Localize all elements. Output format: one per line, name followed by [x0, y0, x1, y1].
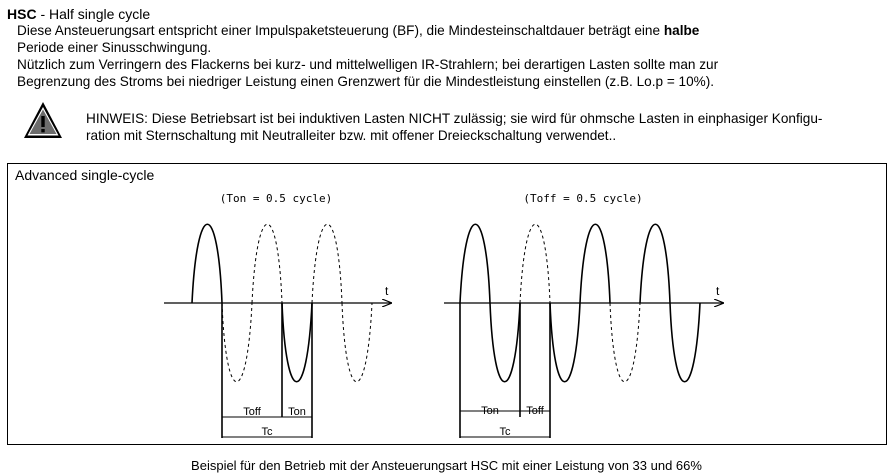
warning-line-2: ration mit Sternschaltung mit Neutralleiter bzw. mit offener Dreieckschaltung verwendet.. [86, 128, 617, 143]
left-diagram [164, 192, 392, 438]
right-axis-t-label: t [716, 284, 720, 298]
heading-separator: - [36, 6, 50, 22]
right-diagram [444, 192, 724, 438]
left-wave-pos-1 [192, 224, 222, 303]
intro-line-4: Begrenzung des Stroms bei niedriger Leistung einen Grenzwert für die Mindestleistung einstellen (z.B. Lo.p = 10%). [17, 73, 715, 89]
intro-line-3: Nützlich zum Verringern des Flackerns bei kurz- und mittelwelligen IR-Strahlern; bei derartigen Lasten sollte man zur [17, 57, 719, 72]
right-wave-pos-3 [580, 224, 610, 303]
right-wave-neg-2 [550, 303, 580, 382]
left-wave-neg-3 [342, 303, 372, 382]
left-ton-label: (Ton = 0.5 cycle) [219, 192, 333, 205]
warning-line-1: HINWEIS: Diese Betriebsart ist bei induktiven Lasten NICHT zulässig; sie wird für ohmsche Lasten in einphasiger Konfigu- [86, 111, 823, 126]
right-wave-neg-1 [490, 303, 520, 382]
intro-bold-word: halbe [663, 23, 700, 38]
left-toff-label: Toff [243, 406, 261, 418]
figure-caption: Beispiel für den Betrieb mit der Ansteuerungsart HSC mit einer Leistung von 33 und 66% [191, 458, 702, 473]
right-toff-label: (Toff = 0.5 cycle) [523, 192, 643, 205]
left-ton-dim-label: Ton [288, 406, 306, 418]
intro-line-1-text: Diese Ansteuerungsart entspricht einer Impulspaketsteuerung (BF), die Mindesteinschaltdauer beträgt eine [17, 23, 664, 38]
left-wave-pos-2 [252, 224, 282, 303]
right-wave-neg-3-off [610, 303, 640, 382]
mode-title: Half single cycle [49, 6, 151, 22]
right-wave-pos-1 [460, 224, 490, 303]
right-tc-label: Tc [499, 426, 511, 438]
left-wave-pos-3 [312, 224, 342, 303]
left-axis-t-label: t [385, 284, 389, 298]
right-wave-pos-2-off [520, 224, 550, 303]
right-toff-dim-label: Toff [526, 405, 544, 417]
right-wave-neg-4 [670, 303, 700, 382]
left-wave-neg-2 [282, 303, 312, 382]
intro-line-2: Periode einer Sinusschwingung. [17, 39, 212, 55]
left-tc-label: Tc [261, 426, 273, 438]
left-wave-neg-1 [222, 303, 252, 382]
right-wave-pos-4 [640, 224, 670, 303]
right-ton-dim-label: Ton [481, 405, 499, 417]
mode-code: HSC [7, 6, 37, 22]
figure-title: Advanced single-cycle [15, 167, 155, 183]
